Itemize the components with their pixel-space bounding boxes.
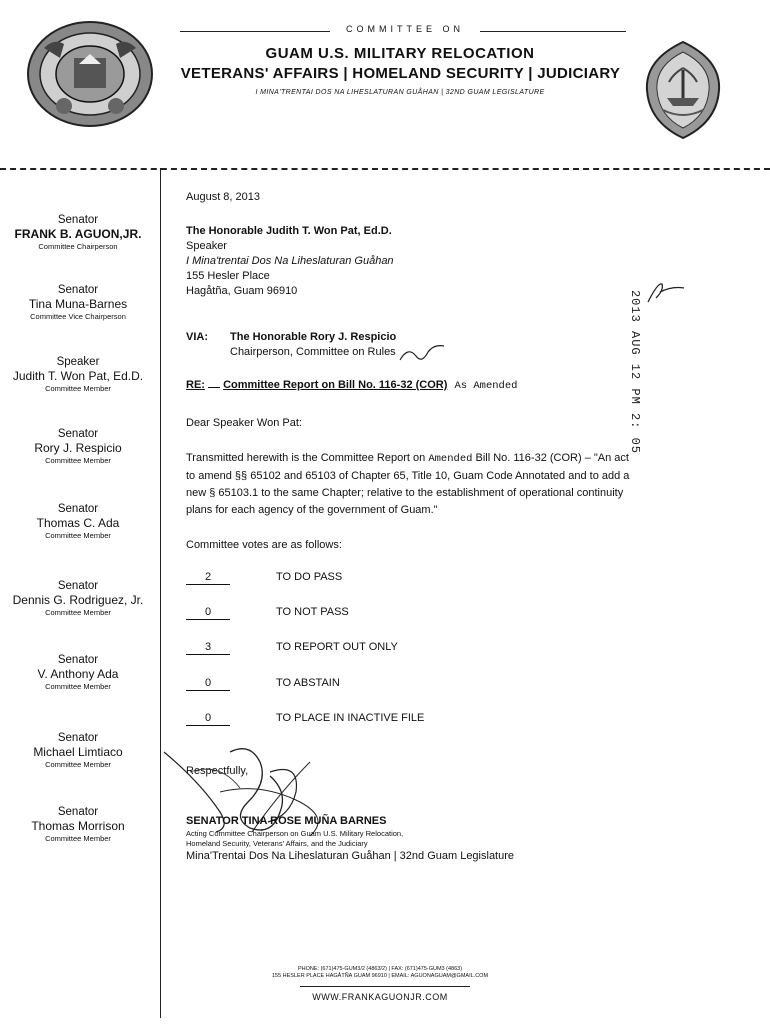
- via-name: The Honorable Rory J. Respicio: [230, 331, 397, 343]
- member-role: Committee Member: [45, 682, 111, 691]
- vote-row: [186, 570, 586, 586]
- member-title: Senator: [57, 503, 99, 515]
- body-line3: new § 65103.1 to the same Chapter; relative to the establishment of operational continuity: [186, 487, 624, 499]
- re-amended-note: As Amended: [454, 380, 518, 392]
- sidebar-divider: [160, 168, 161, 1018]
- member-name: Judith T. Won Pat, Ed.D.: [12, 369, 144, 383]
- vote-label: TO DO PASS: [276, 571, 343, 583]
- body-amended: Amended: [428, 453, 473, 465]
- closing: Respectfully,: [186, 765, 249, 777]
- vote-count: 3: [186, 640, 230, 655]
- votes-intro: Committee votes are as follows:: [186, 539, 342, 551]
- member-rodriguez: [0, 580, 156, 619]
- guam-seal-right: [643, 40, 723, 140]
- member-name: Tina Muna-Barnes: [28, 297, 128, 311]
- member-v-ada: [0, 654, 156, 693]
- received-stamp-text: 2013 AUG 12 PM 2: 05: [628, 289, 642, 455]
- member-name: Thomas C. Ada: [36, 516, 120, 530]
- vote-row: [186, 676, 586, 692]
- signer-block: [186, 814, 514, 864]
- member-role: Committee Member: [45, 456, 111, 465]
- footer-divider: [300, 986, 470, 987]
- member-respicio: [0, 428, 156, 467]
- salutation: Dear Speaker Won Pat:: [186, 417, 302, 429]
- member-t-ada: [0, 503, 156, 542]
- body-paragraph: [186, 450, 726, 519]
- footer-contact-line2: 155 HESLER PLACE HAGÅTÑA GUAM 96910 | EMAIL: AGUONAGUAM@GMAIL.COM: [271, 973, 489, 979]
- member-title: Senator: [57, 214, 99, 226]
- recipient-address1: 155 Hesler Place: [186, 270, 270, 282]
- signer-role3: Mina'Trentai Dos Na Liheslaturan Guåhan | 32nd Guam Legislature: [186, 850, 515, 862]
- member-name: Dennis G. Rodriguez, Jr.: [12, 593, 144, 607]
- member-role: Committee Vice Chairperson: [30, 312, 126, 321]
- legislature-subtitle: I MINA'TRENTAI DOS NA LIHESLATURAN GUÅHAN | 32ND GUAM LEGISLATURE: [255, 89, 545, 96]
- footer-website: WWW.FRANKAGUONJR.COM: [312, 992, 448, 1002]
- member-name: Michael Limtiaco: [33, 745, 123, 759]
- vote-label: TO REPORT OUT ONLY: [276, 641, 398, 653]
- member-role: Committee Member: [45, 834, 111, 843]
- body-line4: plans for each agency of the government of Guam.": [186, 504, 438, 516]
- vote-row: [186, 640, 586, 656]
- member-name: Thomas Morrison: [31, 819, 125, 833]
- vote-count: 2: [186, 570, 230, 585]
- rules-initials-mark: [398, 338, 446, 368]
- member-role: Committee Member: [45, 384, 111, 393]
- vote-label: TO PLACE IN INACTIVE FILE: [276, 712, 425, 724]
- member-title: Senator: [57, 732, 99, 744]
- member-title: Senator: [57, 284, 99, 296]
- vote-count: 0: [186, 676, 230, 691]
- vote-label: TO ABSTAIN: [276, 677, 340, 689]
- member-title: Senator: [57, 806, 99, 818]
- member-role: Committee Member: [45, 608, 111, 617]
- clerk-initials-mark: [644, 276, 688, 306]
- vote-count: 0: [186, 711, 230, 726]
- body-line1-b: Bill No. 116-32 (COR) – "An act: [475, 452, 629, 464]
- member-role: Committee Member: [45, 760, 111, 769]
- re-text: Committee Report on Bill No. 116-32 (COR): [223, 379, 448, 391]
- recipient-title: Speaker: [186, 240, 227, 252]
- member-muna-barnes: [0, 284, 156, 323]
- received-stamp: [620, 290, 650, 460]
- header-divider: [0, 168, 770, 170]
- member-limtiaco: [0, 732, 156, 771]
- committee-title-line2: VETERANS' AFFAIRS | HOMELAND SECURITY | JUDICIARY: [180, 65, 621, 82]
- via-title: Chairperson, Committee on Rules: [230, 346, 396, 358]
- member-title: Speaker: [56, 356, 100, 368]
- signer-role2: Homeland Security, Veterans' Affairs, and the Judiciary: [186, 839, 368, 848]
- recipient-address2: Hagåtña, Guam 96910: [186, 285, 298, 297]
- legislature-seal-left: [24, 18, 156, 130]
- letter-date: August 8, 2013: [186, 191, 261, 203]
- member-won-pat: [0, 356, 156, 395]
- vote-row: [186, 605, 586, 621]
- committee-title-line1: GUAM U.S. MILITARY RELOCATION: [265, 45, 535, 62]
- member-title: Senator: [57, 654, 99, 666]
- member-name: Rory J. Respicio: [34, 441, 122, 455]
- signer-name: SENATOR TINA ROSE MUÑA BARNES: [186, 815, 387, 827]
- member-morrison: [0, 806, 156, 845]
- vote-count: 0: [186, 605, 230, 620]
- committee-label: COMMITTEE ON: [346, 24, 464, 34]
- member-aguon: [0, 214, 156, 253]
- member-role: Committee Member: [45, 531, 111, 540]
- recipient-name: The Honorable Judith T. Won Pat, Ed.D.: [186, 225, 392, 237]
- footer-contact: [200, 966, 560, 980]
- recipient-body: I Mina'trentai Dos Na Liheslaturan Guåhan: [186, 255, 394, 267]
- member-title: Senator: [57, 428, 99, 440]
- via-label: VIA:: [186, 331, 208, 343]
- member-title: Senator: [57, 580, 99, 592]
- re-line: [186, 378, 626, 394]
- committee-label-row: [180, 24, 626, 38]
- re-label: RE:: [186, 379, 205, 391]
- body-line1-a: Transmitted herewith is the Committee Report on: [186, 452, 426, 464]
- body-line2: to amend §§ 65102 and 65103 of Chapter 65, Title 10, Guam Code Annotated and to add a: [186, 470, 630, 482]
- member-role: Committee Chairperson: [38, 242, 118, 251]
- member-name: FRANK B. AGUON,JR.: [14, 227, 142, 241]
- vote-row: [186, 711, 586, 727]
- signer-role1: Acting Committee Chairperson on Guam U.S. Military Relocation,: [186, 829, 404, 838]
- vote-label: TO NOT PASS: [276, 606, 349, 618]
- recipient-block: [186, 224, 394, 299]
- member-name: V. Anthony Ada: [37, 667, 119, 681]
- footer-contact-line1: PHONE: (671)475-GUM3/2 (4863/2) | FAX: (671)475-GUM3 (4863): [297, 966, 463, 972]
